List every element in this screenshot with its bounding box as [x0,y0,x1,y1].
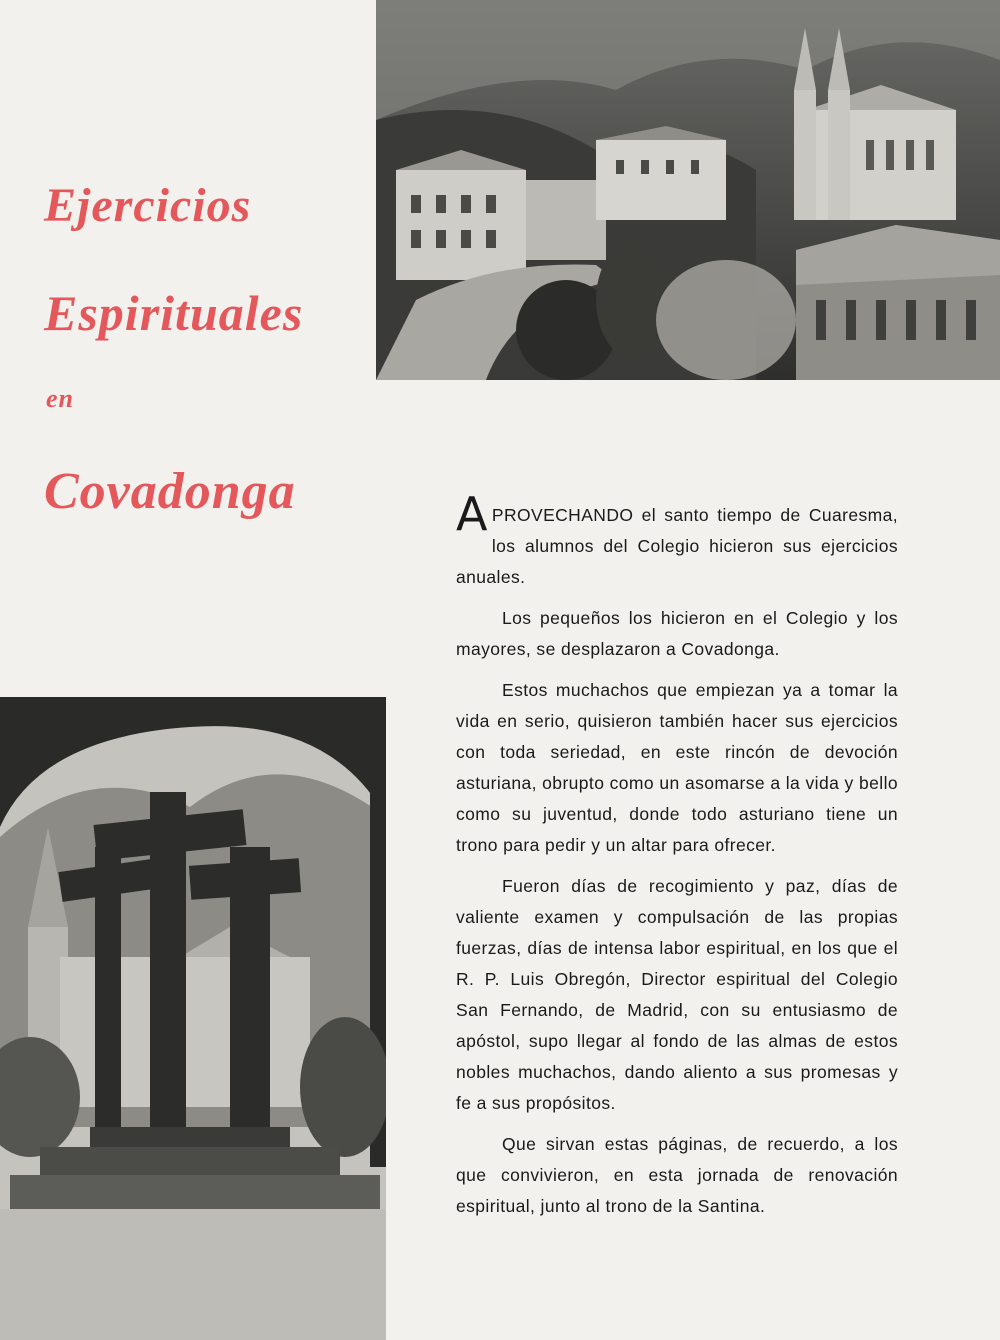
title-line-3: en [46,384,74,413]
drop-cap: A [456,487,488,541]
paragraph-1-text: PROVECHANDO el santo tiempo de Cuaresma, los alumnos del Colegio hicieron sus ejercicios anuales. [456,505,898,587]
article-body [456,487,898,1232]
paragraph-5: Que sirvan estas páginas, de recuerdo, a los que convivieron, en esta jornada de renovación espiritual, junto al trono de la Santina. [456,1134,898,1216]
paragraph-2: Los pequeños los hicieron en el Colegio y los mayores, se desplazaron a Covadonga. [456,608,898,659]
paragraph-3: Estos muchachos que empiezan ya a tomar la vida en serio, quisieron también hacer sus ejercicios con toda seriedad, en este rincón de devoción asturiana, obrupto como un asomarse a la vida y bello como su juventud, donde todo asturiano tiene un trono para pedir y un altar para ofrecer. [456,680,898,855]
crosses-photo [0,697,386,1340]
paragraph-1 [456,487,898,593]
title-line-2: Espirituales [44,285,304,341]
paragraph-4: Fueron días de recogimiento y paz, días de valiente examen y compulsación de las propias fuerzas, días de intensa labor espiritual, en los que el R. P. Luis Obregón, Director espiritual del Colegio San Fernando, de Madrid, con su entusiasmo de apóstol, supo llegar al fondo de las almas de estos nobles muchachos, dando aliento a sus promesas y fe a sus propósitos. [456,876,898,1113]
title-line-1: Ejercicios [44,179,252,232]
basilica-photo [376,0,1000,380]
title-line-4: Covadonga [44,463,296,520]
